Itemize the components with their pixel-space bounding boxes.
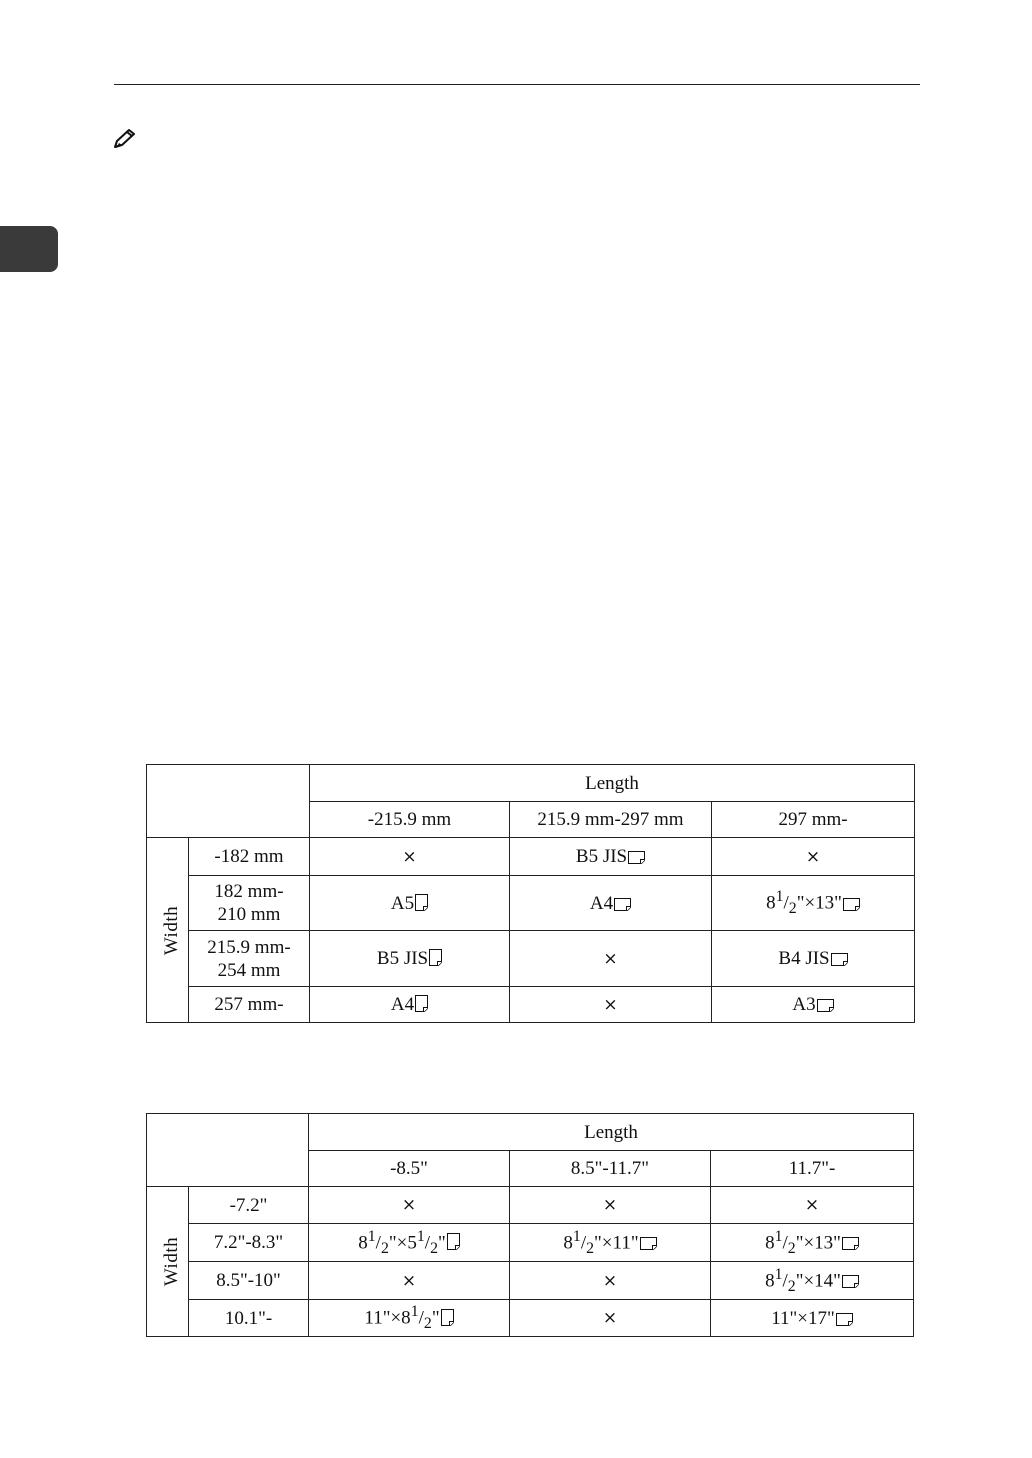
paper-size: B4 JIS xyxy=(778,948,830,969)
table-cell xyxy=(309,1187,510,1224)
fraction-denominator: 2 xyxy=(423,1315,432,1333)
row-label-line: 8.5"-10" xyxy=(216,1270,281,1291)
fraction-denominator: 2 xyxy=(787,1240,796,1258)
table-cell xyxy=(510,876,712,931)
fraction-slash: / xyxy=(783,892,789,914)
paper-landscape-icon xyxy=(843,898,860,911)
row-label xyxy=(189,1262,309,1300)
width-header-cell xyxy=(147,1187,189,1337)
row-label-line: 254 mm xyxy=(217,959,281,981)
table-corner xyxy=(147,765,310,838)
paper-size-whole: 8 xyxy=(563,1232,573,1254)
note-pencil-icon xyxy=(112,127,138,151)
width-header: Width xyxy=(161,905,183,955)
paper-size-whole: 11"×8 xyxy=(364,1307,411,1329)
table-cell xyxy=(310,876,510,931)
inch-size-table xyxy=(146,1113,914,1337)
fraction-denominator: 2 xyxy=(380,1240,389,1258)
row-label-line: 182 mm- xyxy=(214,881,284,902)
paper-size-rest: "×13" xyxy=(795,1232,841,1254)
paper-size-rest: " xyxy=(437,1232,446,1254)
table-cell xyxy=(510,987,712,1023)
row-label-line: 10.1"- xyxy=(224,1307,273,1329)
paper-size: A3 xyxy=(792,994,816,1015)
table-cell xyxy=(711,1262,914,1300)
not-available-mark: × xyxy=(805,846,821,867)
paper-size-rest: " xyxy=(431,1307,440,1329)
table-cell xyxy=(711,1187,914,1224)
fraction-slash: / xyxy=(782,1270,788,1292)
row-label-line: 7.2"-8.3" xyxy=(213,1232,284,1253)
column-header: 215.9 mm-297 mm xyxy=(510,802,712,838)
table-cell xyxy=(310,931,510,987)
paper-size-rest: "×14" xyxy=(795,1270,841,1292)
not-available-mark: × xyxy=(401,1270,417,1291)
row-label xyxy=(189,1187,309,1224)
table-cell xyxy=(309,1262,510,1300)
row-label-line: 210 mm xyxy=(217,904,281,925)
column-header: 297 mm- xyxy=(712,802,915,838)
table-cell xyxy=(712,876,915,931)
paper-size-whole: 8 xyxy=(358,1232,368,1254)
not-available-mark: × xyxy=(804,1195,820,1215)
paper-size-rest: "×11" xyxy=(594,1232,639,1254)
paper-size-rest: "×13" xyxy=(796,892,842,914)
paper-size: B5 JIS xyxy=(376,948,429,969)
paper-size-whole: 8 xyxy=(765,1270,775,1292)
width-header: Width xyxy=(161,1236,183,1287)
table-cell xyxy=(510,1300,711,1337)
table-cell xyxy=(712,838,915,876)
paper-size: 11"×17" xyxy=(771,1307,835,1329)
column-header: -8.5" xyxy=(309,1151,510,1187)
row-label-line: 257 mm- xyxy=(214,994,284,1015)
fraction-slash: / xyxy=(418,1307,424,1329)
not-available-mark: × xyxy=(603,948,618,969)
paper-portrait-icon xyxy=(415,995,428,1012)
table-cell xyxy=(711,1224,914,1262)
paper-portrait-icon xyxy=(429,949,442,966)
table-cell xyxy=(712,931,915,987)
paper-landscape-icon xyxy=(842,1237,859,1250)
row-label xyxy=(189,931,310,987)
not-available-mark: × xyxy=(603,994,618,1015)
table-cell xyxy=(310,838,510,876)
row-label-line: 215.9 mm- xyxy=(207,936,291,958)
fraction-numerator: 1 xyxy=(416,1227,425,1245)
table-cell xyxy=(310,987,510,1023)
fraction-numerator: 1 xyxy=(774,1227,783,1245)
paper-landscape-icon xyxy=(614,898,631,911)
paper-portrait-icon xyxy=(415,894,428,911)
not-available-mark: × xyxy=(401,1195,417,1215)
not-available-mark: × xyxy=(402,846,417,867)
paper-size: A4 xyxy=(390,994,415,1015)
paper-portrait-icon xyxy=(441,1309,454,1326)
row-label-line: -182 mm xyxy=(214,846,284,867)
paper-size: A4 xyxy=(589,892,614,914)
fraction-slash: / xyxy=(424,1232,431,1254)
fraction-slash: / xyxy=(580,1232,587,1254)
paper-landscape-icon xyxy=(640,1237,657,1250)
column-header: -215.9 mm xyxy=(310,802,510,838)
length-header: Length xyxy=(309,1114,914,1151)
column-header: 8.5"-11.7" xyxy=(510,1151,711,1187)
fraction-denominator: 2 xyxy=(586,1240,595,1258)
fraction-numerator: 1 xyxy=(572,1227,581,1245)
table-cell xyxy=(510,838,712,876)
table-cell xyxy=(309,1224,510,1262)
not-available-mark: × xyxy=(602,1270,618,1291)
not-available-mark: × xyxy=(602,1308,618,1328)
table-cell xyxy=(510,931,712,987)
row-label-line: -7.2" xyxy=(229,1194,268,1216)
row-label xyxy=(189,1300,309,1337)
paper-landscape-icon xyxy=(628,851,645,864)
paper-size-whole: 8 xyxy=(766,892,776,914)
paper-size: B5 JIS xyxy=(575,846,628,867)
table-cell xyxy=(510,1262,711,1300)
table-cell xyxy=(510,1224,711,1262)
header-rule xyxy=(114,84,920,85)
row-label xyxy=(189,838,310,876)
paper-portrait-icon xyxy=(447,1233,460,1250)
width-header-cell xyxy=(147,838,189,1023)
table-cell xyxy=(510,1187,711,1224)
metric-size-table xyxy=(146,764,915,1023)
fraction-denominator: 2 xyxy=(430,1240,438,1258)
not-available-mark: × xyxy=(602,1195,618,1215)
table-cell xyxy=(711,1300,914,1337)
fraction-numerator: 1 xyxy=(775,888,784,906)
table-cell xyxy=(309,1300,510,1337)
paper-landscape-icon xyxy=(817,999,834,1012)
row-label xyxy=(189,1224,309,1262)
paper-size: A5 xyxy=(390,892,415,914)
paper-landscape-icon xyxy=(842,1275,859,1288)
table-cell xyxy=(712,987,915,1023)
fraction-slash: / xyxy=(375,1232,381,1254)
paper-size-rest: "×5 xyxy=(388,1232,417,1254)
paper-landscape-icon xyxy=(836,1313,853,1326)
length-header: Length xyxy=(310,765,915,802)
fraction-numerator: 1 xyxy=(410,1303,419,1321)
fraction-denominator: 2 xyxy=(787,1278,796,1296)
column-header: 11.7"- xyxy=(711,1151,914,1187)
row-label xyxy=(189,987,310,1023)
row-label xyxy=(189,876,310,931)
table-corner xyxy=(147,1114,309,1187)
chapter-tab xyxy=(0,226,58,272)
fraction-numerator: 1 xyxy=(367,1227,376,1245)
fraction-denominator: 2 xyxy=(788,900,797,918)
paper-size-whole: 8 xyxy=(765,1232,775,1254)
fraction-slash: / xyxy=(782,1232,788,1254)
fraction-numerator: 1 xyxy=(774,1265,783,1283)
paper-landscape-icon xyxy=(831,953,848,966)
